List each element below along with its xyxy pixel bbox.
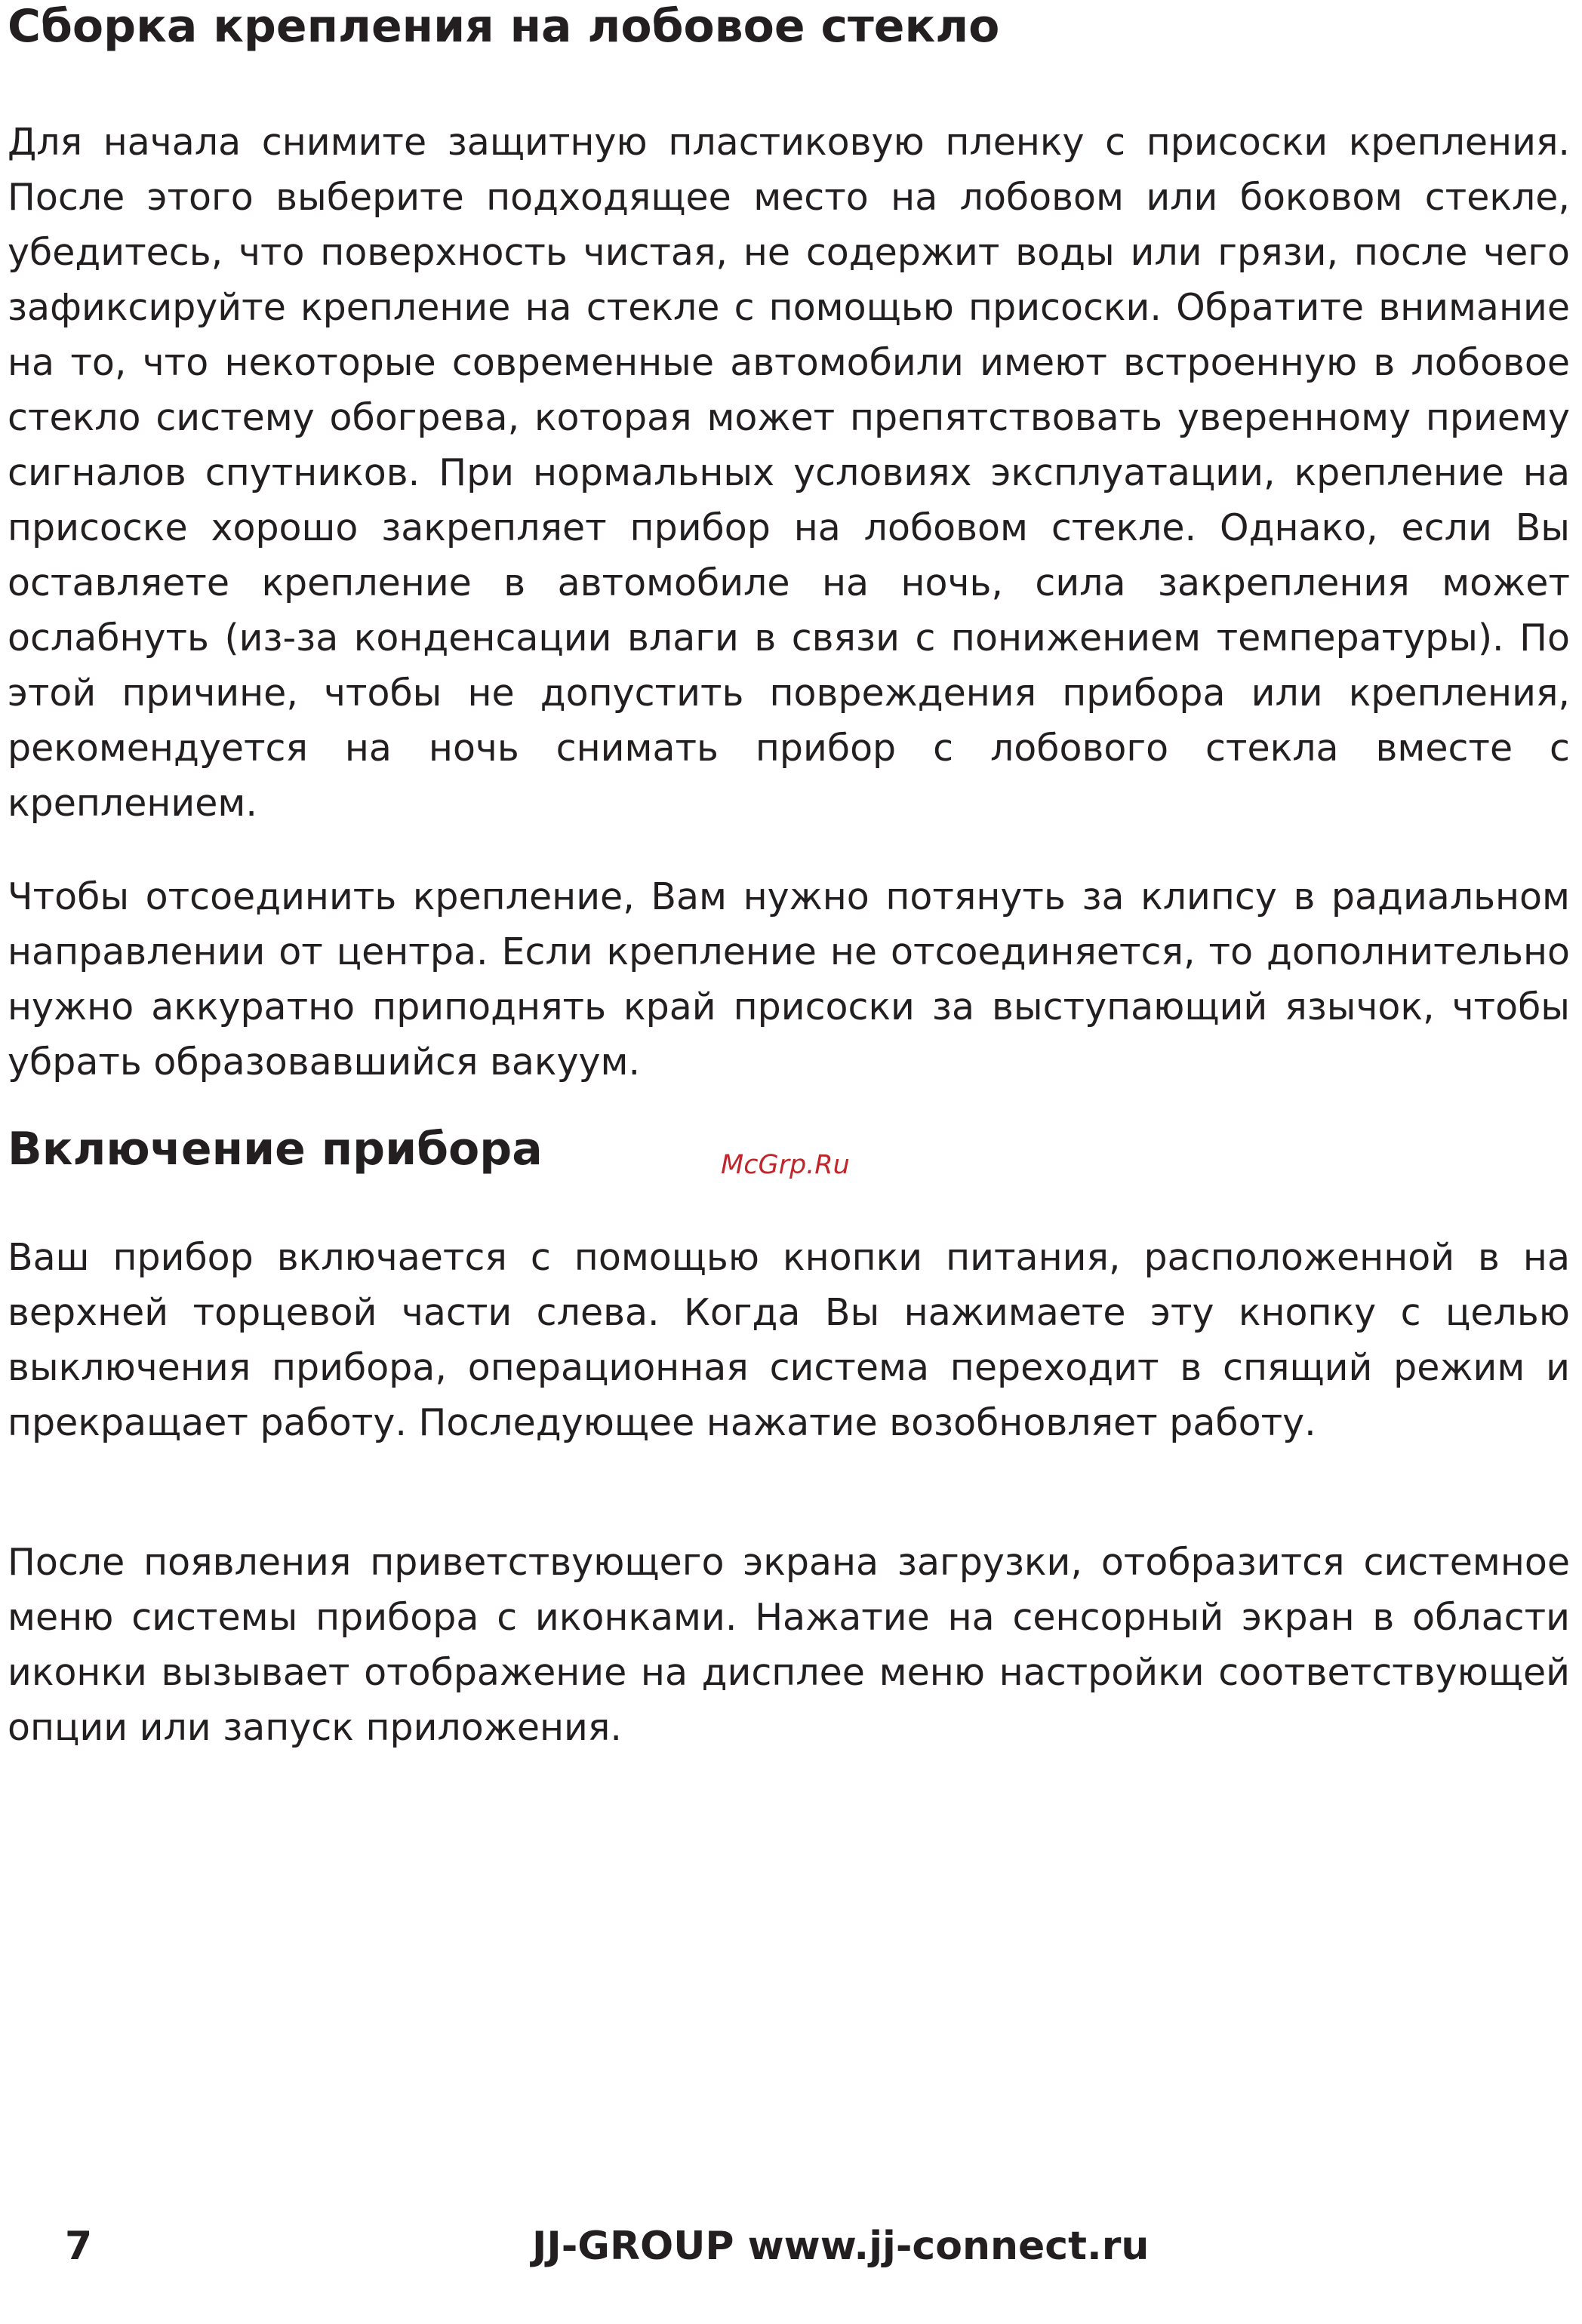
paragraph-mount-instructions: Для начала снимите защитную пластиковую пленку с присоски крепления. После этого выберите подходящее место на лобовом или боковом стекле, убедитесь, что поверхность чистая, не содержит воды или грязи, после чего зафиксируйте крепление на стекле с помощью присоски. Обратите внимание на то, что некоторые современные автомобили имеют встроенную в лобовое стекло систему обогрева, которая может препятствовать уверенному приему сигналов спутников. При нормальных условиях эксплуатации, крепление на присоске хорошо закрепляет прибор на лобовом стекле. Однако, если Вы оставляете крепление в автомобиле на ночь, сила закрепления может ослабнуть (из-за конденсации влаги в связи с понижением температуры). По этой причине, чтобы не допустить повреждения прибора или крепления, рекомендуется на ночь снимать прибор с лобового стекла вместе с креплением. <box>8 121 1570 825</box>
page-number: 7 <box>65 2224 93 2269</box>
footer-brand: JJ-GROUP www.jj-connect.ru <box>532 2224 1150 2269</box>
section-heading-power-on: Включение прибора <box>8 1123 543 1176</box>
paragraph-power-button: Ваш прибор включается с помощью кнопки питания, расположенной в на верхней торцевой части слева. Когда Вы нажимаете эту кнопку с целью выключения прибора, операционная система переходит в спящий режим и прекращает работу. Последующее нажатие возобновляет работу. <box>8 1236 1570 1444</box>
section-heading-windshield-mount: Сборка крепления на лобовое стекло <box>8 0 1000 53</box>
paragraph-mount-removal: Чтобы отсоединить крепление, Вам нужно потянуть за клипсу в радиальном направлении от центра. Если крепление не отсоединяется, то дополнительно нужно аккуратно приподнять край присоски за выступающий язычок, чтобы убрать образовавшийся вакуум. <box>8 875 1570 1084</box>
paragraph-system-menu: После появления приветствующего экрана загрузки, отобразится системное меню системы прибора с иконками. Нажатие на сенсорный экран в области иконки вызывает отображение на дисплее меню настройки соответствующей опции или запуск приложения. <box>8 1541 1570 1749</box>
watermark: McGrp.Ru <box>721 1150 850 1180</box>
